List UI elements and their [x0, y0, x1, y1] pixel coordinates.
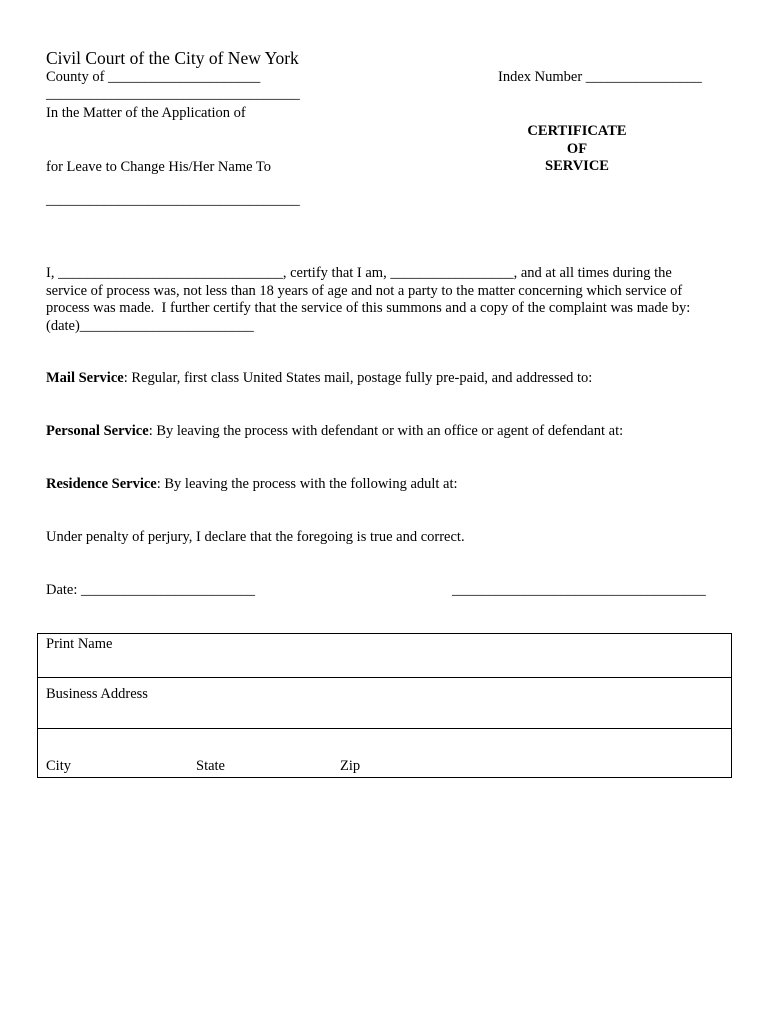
- zip-label: Zip: [340, 758, 361, 774]
- certification-line1: I, _______________________________, certify that I am, _________________, and at all times during the: [46, 265, 672, 281]
- new-name-line: ___________________________________: [46, 192, 300, 208]
- signer-info-box: [37, 633, 732, 778]
- personal-service-label: Personal Service: [46, 423, 149, 439]
- certification-line2: service of process was, not less than 18 years of age and not a party to the matter concerning which service of: [46, 282, 683, 299]
- residence-service-label: Residence Service: [46, 476, 157, 492]
- residence-service-paragraph: [46, 476, 458, 493]
- certificate-heading-line1: CERTIFICATE: [527, 123, 627, 139]
- print-name-row: [38, 634, 731, 678]
- index-number-field: Index Number ________________: [498, 69, 702, 85]
- certificate-heading-line2: OF: [566, 140, 588, 157]
- certification-date-line: (date)________________________: [46, 317, 254, 334]
- mail-service-label: Mail Service: [46, 370, 124, 386]
- matter-caption: In the Matter of the Application of: [46, 105, 246, 121]
- residence-service-text: : By leaving the process with the following adult at:: [156, 476, 458, 492]
- certificate-of-service-heading: [500, 123, 654, 176]
- applicant-name-line: ___________________________________: [46, 86, 300, 102]
- city-label: City: [46, 758, 71, 774]
- date-field: Date: ________________________: [46, 582, 256, 598]
- business-address-label: Business Address: [46, 686, 148, 702]
- leave-caption: for Leave to Change His/Her Name To: [46, 159, 272, 175]
- state-label: State: [196, 758, 225, 774]
- county-field: County of _____________________: [46, 69, 261, 85]
- personal-service-paragraph: [46, 423, 623, 440]
- certification-line3: process was made. I further certify that the service of this summons and a copy of the complaint was made by:: [46, 300, 691, 316]
- certification-paragraph: [46, 265, 726, 335]
- signature-line: ___________________________________: [452, 582, 706, 598]
- print-name-label: Print Name: [46, 636, 113, 652]
- personal-service-text: : By leaving the process with defendant or with an office or agent of defendant at:: [148, 423, 624, 439]
- business-address-row: [38, 677, 731, 729]
- perjury-declaration: Under penalty of perjury, I declare that the foregoing is true and correct.: [46, 529, 465, 545]
- certificate-heading-line3: SERVICE: [545, 158, 609, 174]
- court-title: Civil Court of the City of New York: [46, 48, 299, 68]
- mail-service-text: : Regular, first class United States mail, postage fully pre-paid, and addressed to:: [123, 370, 593, 386]
- mail-service-paragraph: [46, 370, 592, 387]
